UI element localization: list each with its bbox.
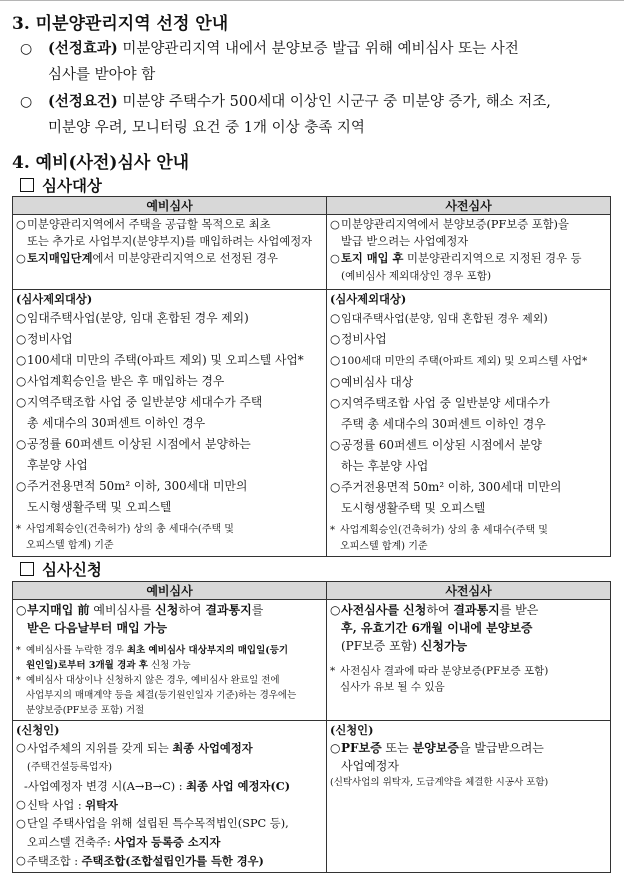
list-item: ○ 부지매입 前 예비심사를 신청하여 결과통지를 받은 다음날부터 매입 가능 [16, 603, 264, 635]
col-header-prior: 사전심사 [327, 582, 611, 600]
col-header-preliminary: 예비심사 [13, 197, 327, 215]
selection-effect-text-2: 심사를 받아야 함 [48, 67, 156, 83]
list-item: ○ 공정률 60퍼센트 이상된 시점에서 분양하는 후분양 사업 [16, 437, 251, 472]
exclusion-title: (심사제외대상) [330, 292, 407, 306]
bullet-mark: ○ [20, 41, 33, 57]
footnote: * 예비심사 대상이나 신청하지 않은 경우, 예비심사 완료일 전에 사업부지의 매매계약 등을 체결(등기원인일자 기준)하는 경우에는 분양보증(PF보증 포함) 거절 [16, 675, 297, 716]
bullet-mark: ○ [20, 94, 33, 110]
list-item: ○ 미분양관리지역에서 분양보증(PF보증 포함)을 발급 받으려는 사업예정자 [330, 218, 569, 248]
prior-applicant-cell [327, 721, 611, 873]
preliminary-exclusion-cell [13, 290, 327, 557]
review-target-title: 심사대상 [42, 176, 102, 195]
prior-apply-cell [327, 600, 611, 721]
list-item: ○ 사업주체의 지위를 갖게 되는 최종 사업예정자 (주택건설등록업자) [16, 741, 253, 773]
footnote: * 사업계획승인(건축허가) 상의 총 세대수(주택 및 오피스텔 합계) 기준 [16, 524, 234, 551]
selection-requirement-bullet [20, 89, 615, 141]
review-application-heading [20, 558, 102, 580]
list-item: ○ 임대주택사업(분양, 임대 혼합된 경우 제외) [16, 311, 249, 325]
selection-effect-text-1: 미분양관리지역 내에서 분양보증 발급 위해 예비심사 또는 사전 [122, 41, 519, 57]
prior-target-cell [327, 215, 611, 290]
col-header-prior: 사전심사 [327, 197, 611, 215]
preliminary-apply-cell [13, 600, 327, 721]
selection-requirement-label: (선정요건) [48, 93, 118, 110]
list-item: ○ 임대주택사업(분양, 임대 혼합된 경우 제외) [330, 311, 548, 325]
preliminary-applicant-cell [13, 721, 327, 873]
section-3-title: 3. 미분양관리지역 선정 안내 [12, 14, 229, 34]
list-item: ○ PF보증 또는 분양보증을 발급받으려는 사업예정자 [330, 741, 544, 773]
review-application-table [12, 581, 611, 873]
list-item: ○ 사전심사를 신청하여 결과통지를 받은 후, 유효기간 6개월 이내에 분양보증 (PF보증 포함) 신청가능 [330, 603, 539, 653]
prior-exclusion-cell [327, 290, 611, 557]
section-4-title: 4. 예비(사전)심사 안내 [12, 153, 190, 173]
exclusion-title: (심사제외대상) [16, 292, 93, 306]
list-item: ○ 토지 매입 후 미분양관리지역으로 지정된 경우 등 (예비심사 제외대상인 경우 포함) [330, 251, 582, 282]
list-item: ○ 사업계획승인을 받은 후 매입하는 경우 [16, 374, 225, 388]
list-item: ○ 신탁 사업 : 위탁자 [16, 798, 118, 812]
review-application-title: 심사신청 [42, 560, 102, 579]
applicant-note: (신탁사업의 위탁자, 도급계약을 체결한 시공사 포함) [330, 777, 549, 788]
review-target-heading [20, 174, 102, 196]
list-item: ○ 정비사업 [330, 332, 387, 346]
list-item: ○ 단일 주택사업을 위해 설립된 특수목적법인(SPC 등), 오피스텔 건축주: 사업자 등록증 소지자 [16, 817, 289, 849]
list-item: ○ 토지매입단계에서 미분양관리지역으로 선정된 경우 [16, 251, 278, 265]
selection-requirement-text-1: 미분양 주택수가 500세대 이상인 시군구 중 미분양 증가, 해소 저조, [122, 94, 551, 110]
list-item: ○ 미분양관리지역에서 주택을 공급할 목적으로 최초 또는 추가로 사업부지(분양부지)를 매입하려는 사업예정자 [16, 218, 313, 248]
list-item: ○ 예비심사 대상 [330, 375, 414, 389]
footnote: * 예비심사를 누락한 경우 최초 예비심사 대상부지의 매입일(등기 원인일)로부터 3개월 경과 후 신청 가능 [16, 645, 289, 671]
list-item: ○ 공정률 60퍼센트 이상된 시점에서 분양 하는 후분양 사업 [330, 438, 542, 473]
list-item: -사업예정자 변경 시(A→B→C) : 최종 사업 예정자(C) [24, 779, 291, 793]
list-item: ○ 지역주택조합 사업 중 일반분양 세대수가 주택 총 세대수의 30퍼센트 이하인 경우 [16, 395, 263, 430]
list-item: ○ 100세대 미만의 주택(아파트 제외) 및 오피스텔 사업* [330, 353, 588, 367]
list-item: ○ 지역주택조합 사업 중 일반분양 세대수가 주택 총 세대수의 30퍼센트 이하인 경우 [330, 396, 550, 431]
checkbox-square-icon [20, 562, 34, 576]
selection-effect-label: (선정효과) [48, 40, 118, 57]
list-item: ○ 주거전용면적 50m² 이하, 300세대 미만의 도시형생활주택 및 오피스텔 [330, 480, 562, 515]
col-header-preliminary: 예비심사 [13, 582, 327, 600]
selection-effect-bullet [20, 36, 615, 88]
review-target-table [12, 196, 611, 557]
footnote: * 사업계획승인(건축허가) 상의 총 세대수(주택 및 오피스텔 합계) 기준 [330, 525, 548, 552]
page-top-border [0, 0, 624, 1]
list-item: ○ 100세대 미만의 주택(아파트 제외) 및 오피스텔 사업* [16, 353, 304, 367]
selection-requirement-text-2: 미분양 우려, 모니터링 요건 중 1개 이상 충족 지역 [48, 120, 365, 136]
applicant-title: (신청인) [330, 723, 374, 737]
footnote: * 사전심사 결과에 따라 분양보증(PF보증 포함) 심사가 유보 될 수 있음 [330, 665, 549, 693]
list-item: ○ 주거전용면적 50m² 이하, 300세대 미만의 도시형생활주택 및 오피스텔 [16, 479, 248, 514]
preliminary-target-cell [13, 215, 327, 290]
applicant-title: (신청인) [16, 723, 60, 737]
list-item: ○ 정비사업 [16, 332, 73, 346]
list-item: ○ 주택조합 : 주택조합(조합설립인가를 득한 경우) [16, 854, 264, 868]
checkbox-square-icon [20, 178, 34, 192]
